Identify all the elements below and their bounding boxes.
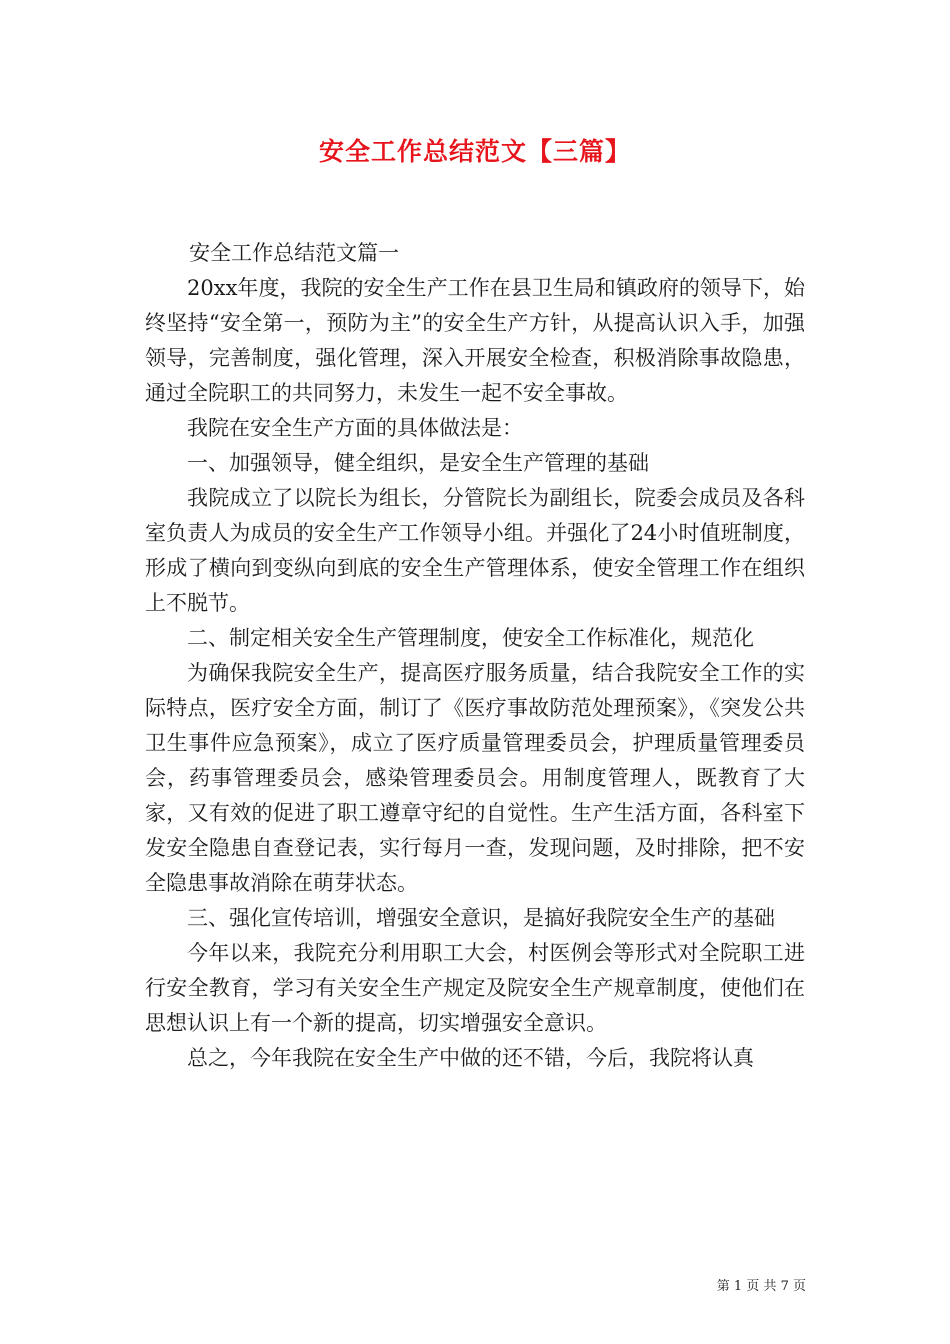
body-paragraph: 总之，今年我院在安全生产中做的还不错，今后，我院将认真 <box>187 1046 754 1070</box>
sub-heading: 三、强化宣传培训，增强安全意识，是搞好我院安全生产的基础 <box>187 906 775 930</box>
document-title: 安全工作总结范文【三篇】 <box>318 137 631 166</box>
body-paragraph: 20xx年度，我院的安全生产工作在县卫生局和镇政府的领导下，始终坚持“安全第一，预防为主”的安全生产方针，从提高认识入手，加强领导，完善制度，强化管理，深入开展安全检查，积极消除事故隐患，通过全院职工的共同努力，未发生一起不安全事故。 <box>145 276 805 405</box>
page-number: 第 1 页 共 7 页 <box>716 1279 806 1294</box>
body-paragraph: 今年以来，我院充分利用职工大会，村医例会等形式对全院职工进行安全教育，学习有关安全生产规定及院安全生产规章制度，使他们在思想认识上有一个新的提高，切实增强安全意识。 <box>145 941 805 1035</box>
document-body <box>145 236 805 1076</box>
body-paragraph: 为确保我院安全生产，提高医疗服务质量，结合我院安全工作的实际特点，医疗安全方面，制订了《医疗事故防范处理预案》，《突发公共卫生事件应急预案》，成立了医疗质量管理委员会，护理质量管理委员会，药事管理委员会，感染管理委员会。用制度管理人，既教育了大家，又有效的促进了职工遵章守纪的自觉性。生产生活方面，各科室下发安全隐患自查登记表，实行每月一查，发现问题，及时排除，把不安全隐患事故消除在萌芽状态。 <box>145 661 805 895</box>
body-paragraph: 我院在安全生产方面的具体做法是： <box>187 416 523 440</box>
section-heading: 安全工作总结范文篇一 <box>189 241 400 265</box>
body-paragraph: 我院成立了以院长为组长，分管院长为副组长，院委会成员及各科室负责人为成员的安全生产工作领导小组。并强化了24小时值班制度，形成了横向到变纵向到底的安全生产管理体系，使安全管理工作在组织上不脱节。 <box>145 486 805 615</box>
sub-heading: 二、制定相关安全生产管理制度，使安全工作标准化，规范化 <box>187 626 754 650</box>
sub-heading: 一、加强领导，健全组织，是安全生产管理的基础 <box>187 451 649 475</box>
